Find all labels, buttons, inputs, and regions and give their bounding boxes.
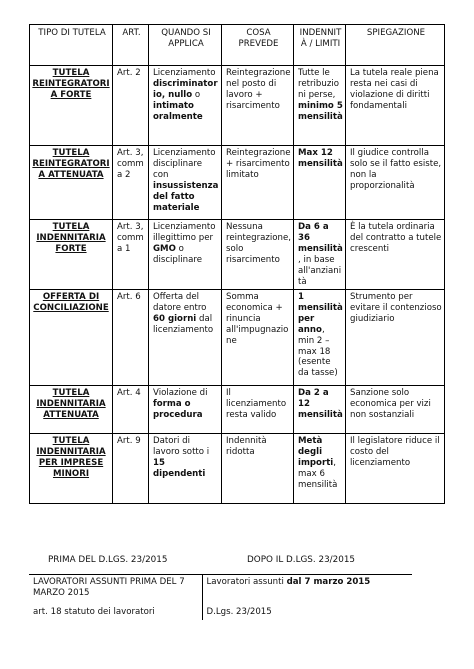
cell-after-who: Lavoratori assunti dal 7 marzo 2015 xyxy=(202,575,412,601)
cell-spiegazione: Sanzione solo economica per vizi non sostanziali xyxy=(346,386,445,434)
table-row xyxy=(30,434,445,504)
header-cosa: COSA PREVEDE xyxy=(222,25,294,66)
comparison-row xyxy=(29,575,412,601)
cell-tipo: TUTELA INDENNITARIA PER IMPRESE MINORI xyxy=(30,434,113,504)
cell-tipo: TUTELA INDENNITARIA FORTE xyxy=(30,220,113,290)
table-row xyxy=(30,386,445,434)
cell-after-law: D.Lgs. 23/2015 xyxy=(206,606,272,617)
cell-quando: Datori di lavoro sotto i 15 dipendenti xyxy=(149,434,222,504)
cell-art: Art. 2 xyxy=(113,66,149,146)
header-quando: QUANDO SI APPLICA xyxy=(149,25,222,66)
cell-cosa: Reintegrazione + risarcimento limitato xyxy=(222,146,294,220)
header-indennita: INDENNITÀ / LIMITI xyxy=(294,25,346,66)
header-tipo: TIPO DI TUTELA xyxy=(30,25,113,66)
cell-indennita: Tutte le retribuzioni perse, minimo 5 mensilità xyxy=(294,66,346,146)
cell-quando: Licenziamento discriminatorio, nullo o intimato oralmente xyxy=(149,66,222,146)
cell-indennita: Da 6 a 36 mensilità, in base all'anzianità xyxy=(294,220,346,290)
cell-tipo: TUTELA INDENNITARIA ATTENUATA xyxy=(30,386,113,434)
cell-cosa: Reintegrazione nel posto di lavoro + risarcimento xyxy=(222,66,294,146)
label-before: PRIMA DEL D.LGS. 23/2015 xyxy=(48,555,168,565)
cell-quando: Violazione di forma o procedura xyxy=(149,386,222,434)
cell-spiegazione: La tutela reale piena resta nei casi di violazione di diritti fondamentali xyxy=(346,66,445,146)
cell-indennita: 1 mensilità per anno, min 2 – max 18 (esente da tasse) xyxy=(294,290,346,386)
cell-spiegazione: Strumento per evitare il contenzioso giudiziario xyxy=(346,290,445,386)
cell-art: Art. 9 xyxy=(113,434,149,504)
cell-art: Art. 4 xyxy=(113,386,149,434)
cell-cosa: Nessuna reintegrazione, solo risarcimento xyxy=(222,220,294,290)
table-header-row xyxy=(30,25,445,66)
cell-before-law: art. 18 statuto dei lavoratori xyxy=(29,601,202,620)
cell-tipo: OFFERTA DI CONCILIAZIONE xyxy=(30,290,113,386)
cell-before-who: LAVORATORI ASSUNTI PRIMA DEL 7 MARZO 2015 xyxy=(29,575,202,601)
cell-spiegazione: Il legislatore riduce il costo del licenziamento xyxy=(346,434,445,504)
cell-cosa: Indennità ridotta xyxy=(222,434,294,504)
label-after: DOPO IL D.LGS. 23/2015 xyxy=(247,555,356,565)
cell-indennita: Max 12 mensilità xyxy=(294,146,346,220)
cell-spiegazione: Il giudice controlla solo se il fatto esiste, non la proporzionalità xyxy=(346,146,445,220)
tutele-table xyxy=(29,24,445,504)
cell-quando: Licenziamento illegittimo per GMO o disciplinare xyxy=(149,220,222,290)
cell-art: Art. 3, comma 1 xyxy=(113,220,149,290)
table-row xyxy=(30,290,445,386)
cell-cosa: Il licenziamento resta valido xyxy=(222,386,294,434)
cell-tipo: TUTELA REINTEGRATORIA ATTENUATA xyxy=(30,146,113,220)
cell-indennita: Metà degli importi, max 6 mensilità xyxy=(294,434,346,504)
cell-quando: Offerta del datore entro 60 giorni dal licenziamento xyxy=(149,290,222,386)
cell-art: Art. 3, comma 2 xyxy=(113,146,149,220)
comparison-row xyxy=(29,601,412,620)
cell-cosa: Somma economica + rinuncia all'impugnazione xyxy=(222,290,294,386)
table-row xyxy=(30,66,445,146)
cell-tipo: TUTELA REINTEGRATORIA FORTE xyxy=(30,66,113,146)
cell-indennita: Da 2 a 12 mensilità xyxy=(294,386,346,434)
table-row xyxy=(30,146,445,220)
table-row xyxy=(30,220,445,290)
cell-quando: Licenziamento disciplinare con insussistenza del fatto materiale xyxy=(149,146,222,220)
cell-art: Art. 6 xyxy=(113,290,149,386)
header-art: ART. xyxy=(113,25,149,66)
cell-spiegazione: È la tutela ordinaria del contratto a tutele crescenti xyxy=(346,220,445,290)
comparison-table xyxy=(29,574,412,620)
header-spiegazione: SPIEGAZIONE xyxy=(346,25,445,66)
